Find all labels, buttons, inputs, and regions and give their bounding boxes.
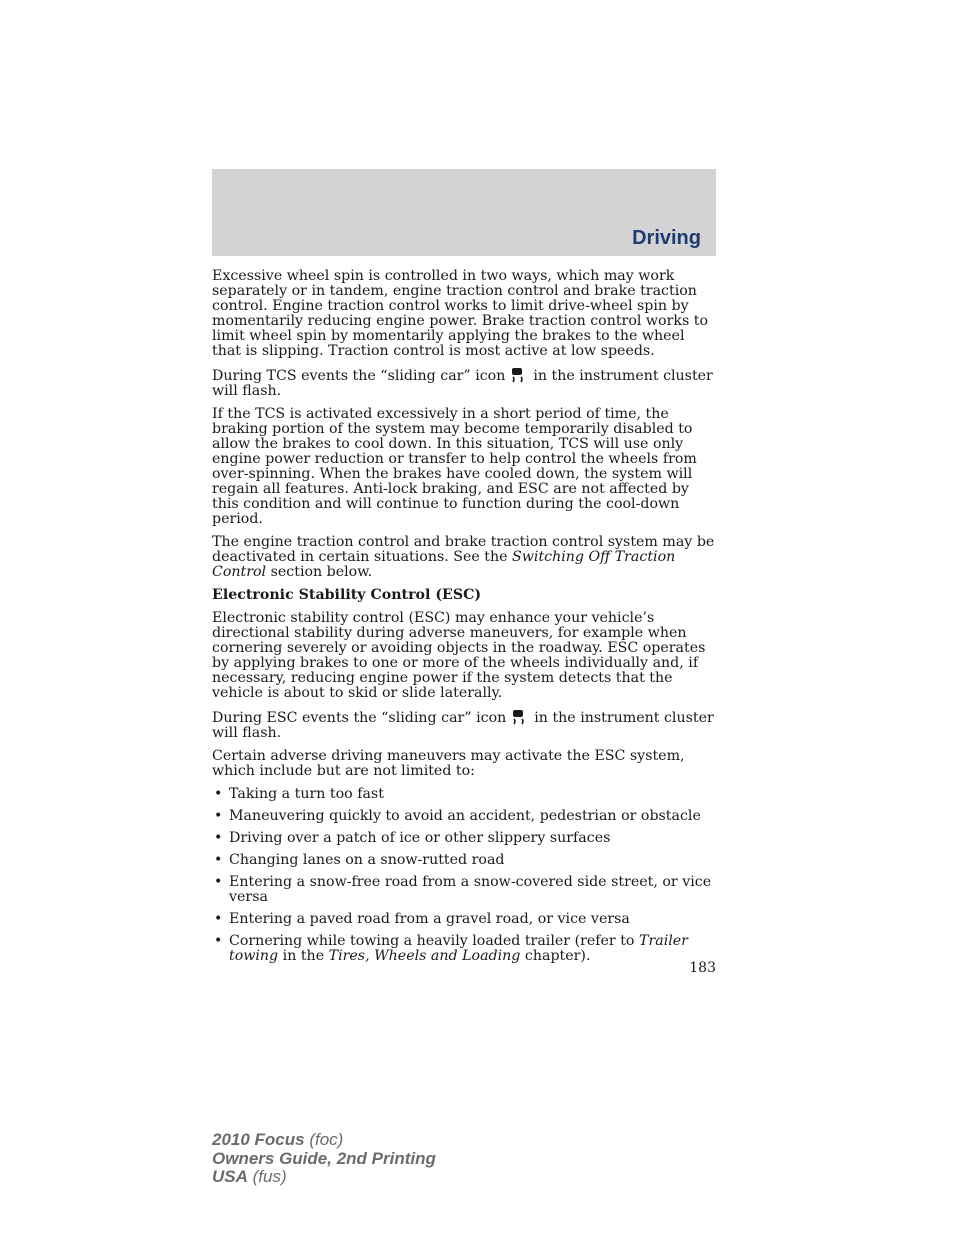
maneuver-list — [212, 787, 716, 964]
footer-line-market: USA (fus) — [212, 1167, 287, 1186]
paragraph-text-before-icon: During TCS events the “sliding car” icon — [212, 368, 506, 384]
switching-off-traction-control-reference: Switching Off Traction Control — [212, 549, 676, 580]
footer-line-model: 2010 Focus (foc) — [212, 1130, 344, 1149]
paragraph-tcs-excessive: If the TCS is activated excessively in a short period of time, the braking portion of the system may become temporarily disabled to allow the brakes to cool down. In this situation, TCS will use only engine power reduction or transfer to help control the wheels from over-spinning. When the brakes have cooled down, the system will regain all features. Anti-lock braking, and ESC are not affected by this condition and will continue to function during the cool-down period. — [212, 406, 697, 527]
bullet-marker: • — [214, 852, 223, 868]
list-item-text: Maneuvering quickly to avoid an accident, pedestrian or obstacle — [229, 808, 701, 824]
list-item-text: chapter). — [520, 948, 591, 964]
sliding-car-icon — [510, 709, 528, 725]
esc-heading: Electronic Stability Control (ESC) — [212, 587, 482, 603]
list-item — [212, 809, 716, 824]
paragraph-text-after-icon: in the instrument cluster will flash. — [212, 368, 713, 399]
list-item-text: Entering a paved road from a gravel road, or vice versa — [229, 911, 630, 927]
bullet-marker: • — [214, 786, 223, 802]
list-item — [212, 912, 716, 927]
bullet-marker: • — [214, 808, 223, 824]
list-item — [212, 831, 716, 846]
paragraph-esc-description: Electronic stability control (ESC) may enhance your vehicle’s directional stability during adverse maneuvers, for example when cornering severely or avoiding objects in the roadway. ESC operates by applying brakes to one or more of the wheels individually and, if necessary, reducing engine power if the system detects that the vehicle is about to skid or slide laterally. — [212, 610, 706, 701]
chapter-header-band — [212, 169, 716, 256]
paragraph-text: section below. — [266, 564, 373, 580]
list-item-text: in the — [278, 948, 329, 964]
bullet-marker: • — [214, 874, 223, 890]
paragraph-esc-maneuvers: Certain adverse driving maneuvers may activate the ESC system, which include but are not limited to: — [212, 748, 685, 779]
trailer-towing-reference: Trailer towing — [229, 933, 688, 964]
paragraph-traction-control: Excessive wheel spin is controlled in two ways, which may work separately or in tandem, engine traction control and brake traction control. Engine traction control works to limit drive-wheel spin by momentarily reducing engine power. Brake traction control works to limit wheel spin by momentarily applying the brakes to the wheel that is slipping. Traction control is most active at low speeds. — [212, 268, 709, 359]
paragraph-text: The engine traction control and brake traction control system may be deactivated in certain situations. See the — [212, 534, 715, 565]
list-item — [212, 934, 716, 964]
sliding-car-icon — [509, 367, 527, 383]
page-number: 183 — [689, 960, 716, 976]
tires-wheels-loading-reference: Tires, Wheels and Loading — [328, 948, 521, 964]
list-item — [212, 853, 716, 868]
paragraph-text-after-icon: in the instrument cluster will flash. — [212, 710, 714, 741]
list-item-text: Driving over a patch of ice or other slippery surfaces — [229, 830, 611, 846]
chapter-title: Driving — [632, 227, 701, 249]
footer-line-guide: Owners Guide, 2nd Printing — [212, 1148, 436, 1168]
list-item-text: Taking a turn too fast — [229, 786, 384, 802]
list-item-text: Entering a snow-free road from a snow-covered side street, or vice versa — [229, 874, 712, 905]
list-item — [212, 875, 716, 905]
list-item-text: Cornering while towing a heavily loaded trailer (refer to — [229, 933, 639, 949]
paragraph-esc-icon — [212, 709, 716, 741]
bullet-marker: • — [214, 911, 223, 927]
list-item-text: Changing lanes on a snow-rutted road — [229, 852, 505, 868]
footer-publication-info — [212, 1131, 436, 1187]
bullet-marker: • — [214, 830, 223, 846]
list-item — [212, 787, 716, 802]
paragraph-tcs-icon — [212, 367, 716, 399]
page-content — [212, 269, 716, 971]
paragraph-text-before-icon: During ESC events the “sliding car” icon — [212, 710, 507, 726]
paragraph-deactivation — [212, 535, 716, 580]
bullet-marker: • — [214, 933, 223, 949]
